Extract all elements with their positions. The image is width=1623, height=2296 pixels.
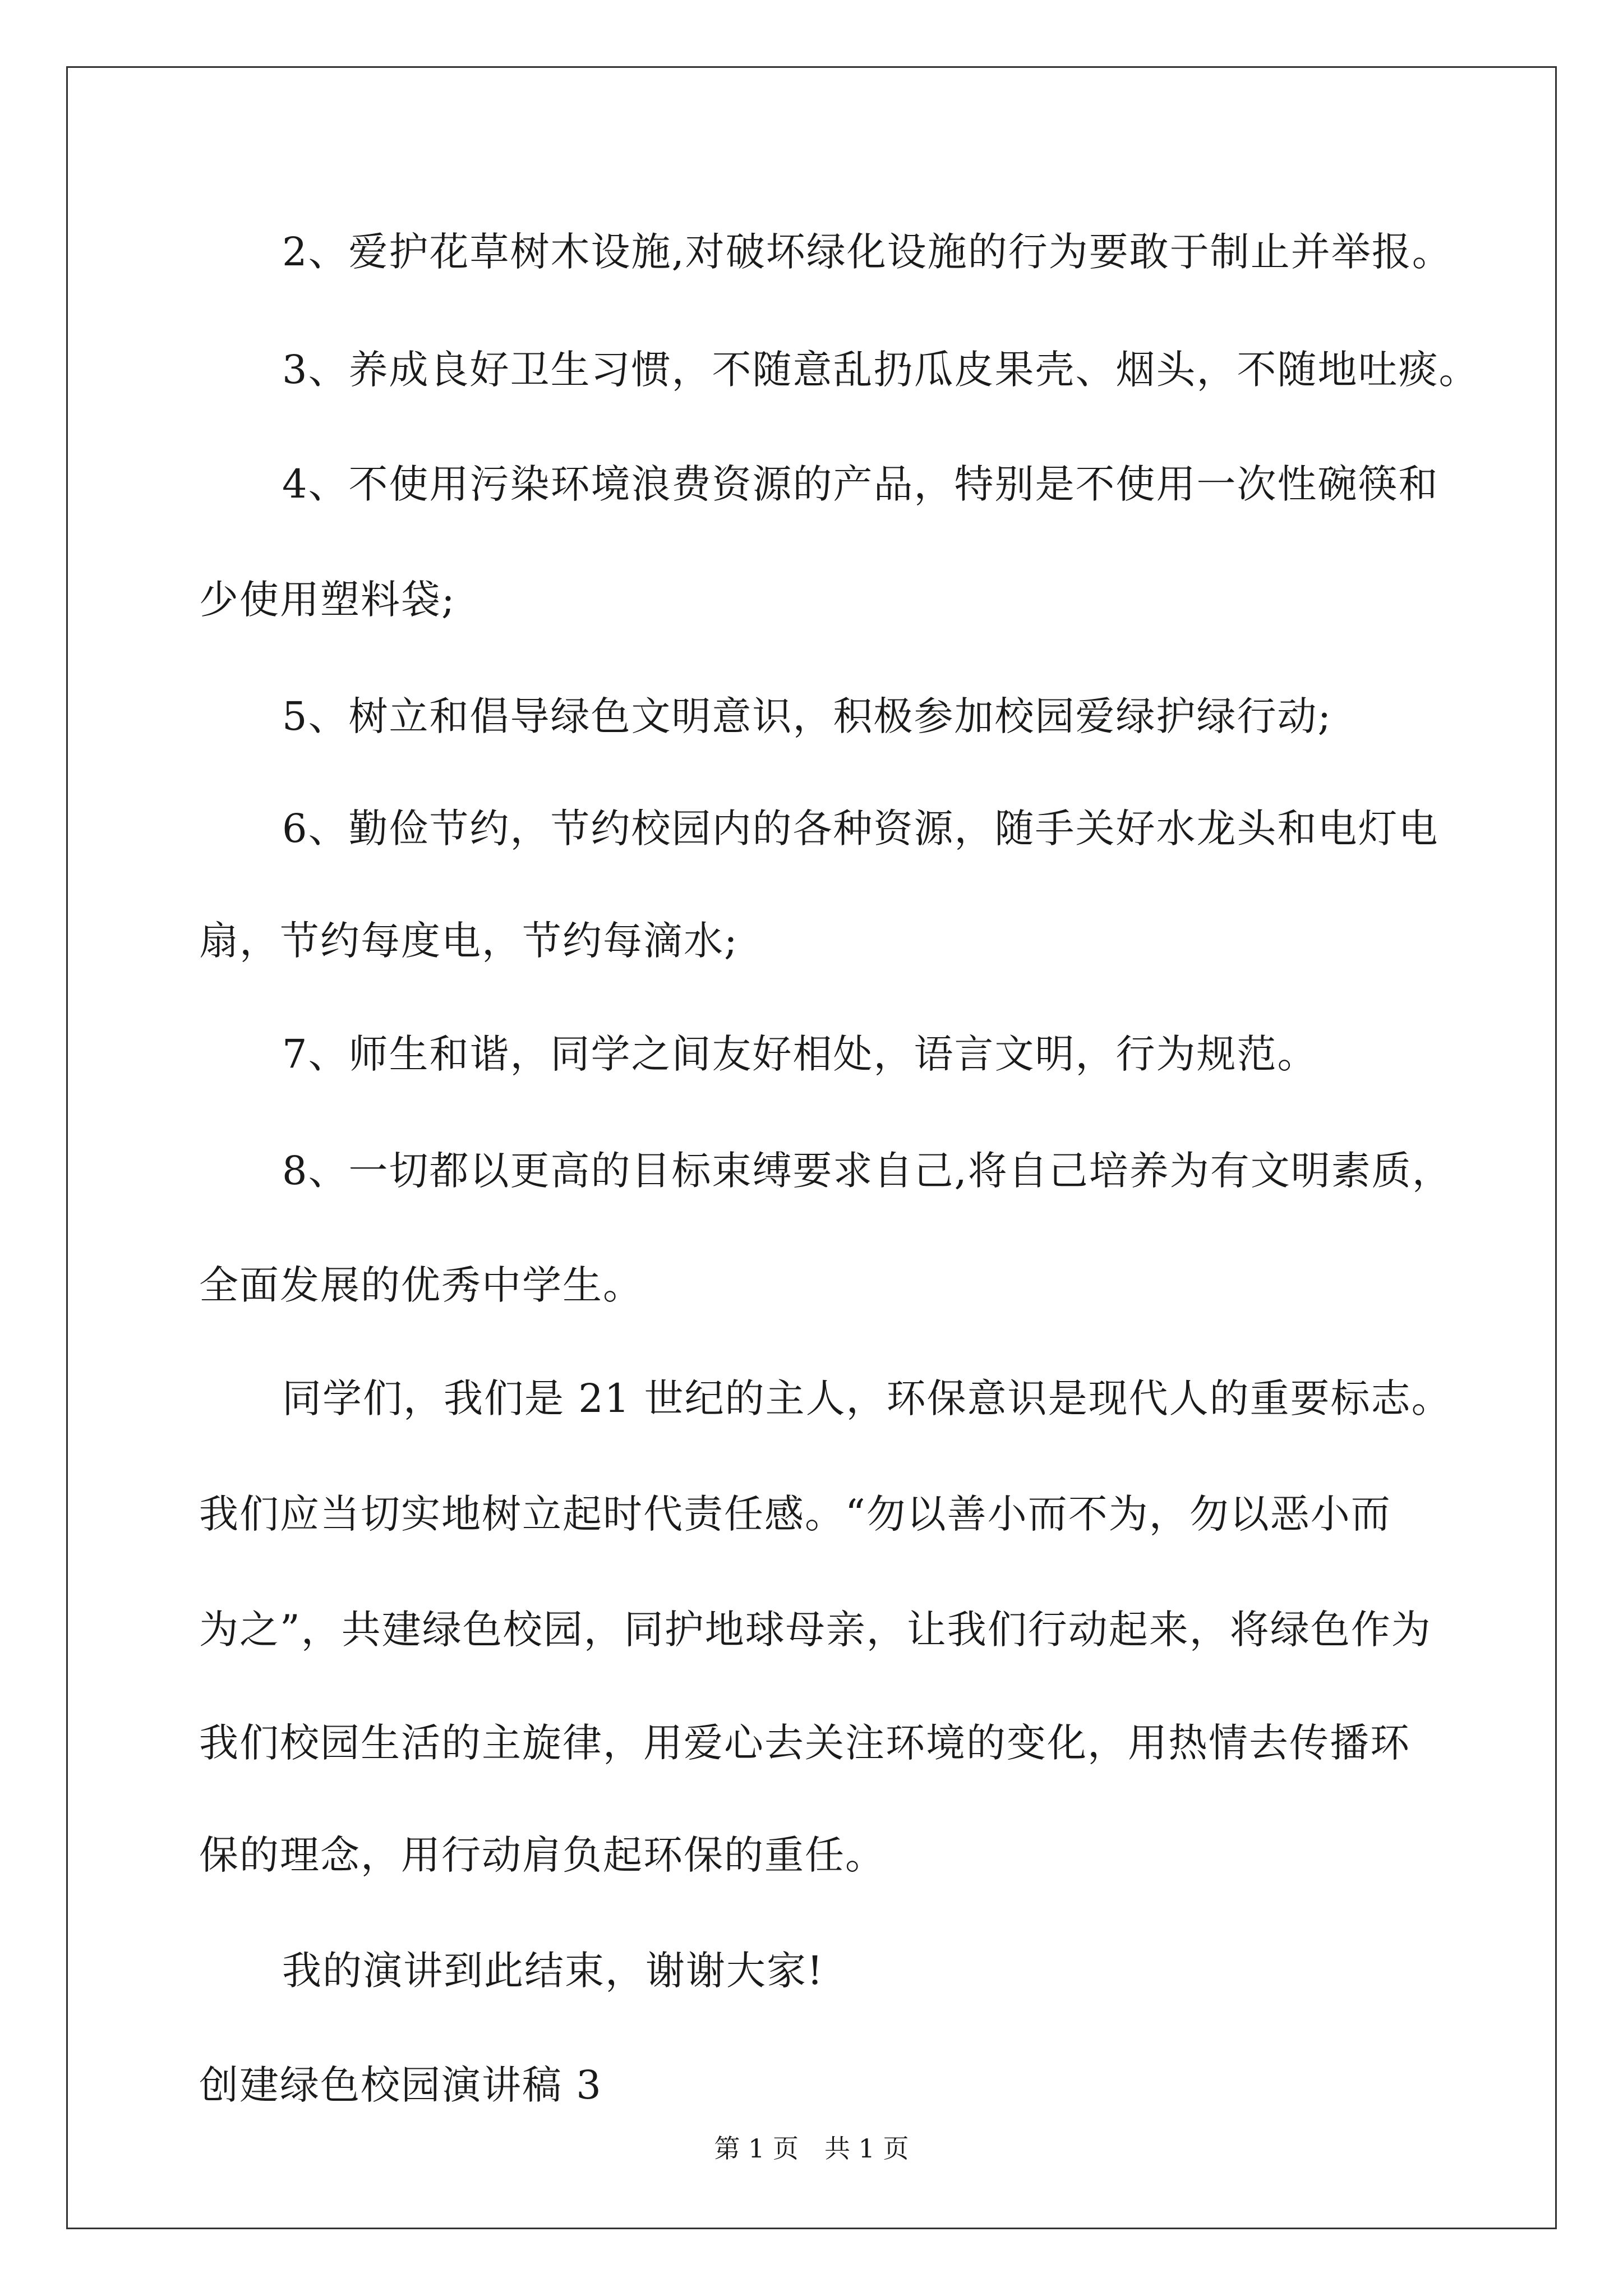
paragraph-line: 5、树立和倡导绿色文明意识，积极参加校园爱绿护绿行动; — [282, 693, 1332, 739]
paragraph-line: 少使用塑料袋; — [199, 577, 456, 623]
paragraph-line: 8、一切都以更高的目标束缚要求自己,将自己培养为有文明素质， — [282, 1148, 1453, 1194]
paragraph-line: 6、勤俭节约，节约校园内的各种资源，随手关好水龙头和电灯电 — [282, 806, 1439, 852]
page-footer: 第 1 页 共 1 页 — [714, 2133, 909, 2164]
paragraph-line: 我们应当切实地树立起时代责任感。“勿以善小而不为，勿以恶小而 — [199, 1491, 1391, 1537]
paragraph-line: 保的理念，用行动肩负起环保的重任。 — [199, 1832, 886, 1878]
paragraph-line: 3、养成良好卫生习惯，不随意乱扔瓜皮果壳、烟头，不随地吐痰。 — [282, 347, 1479, 393]
paragraph-line: 扇，节约每度电，节约每滴水; — [199, 918, 739, 964]
paragraph-line: 我们校园生活的主旋律，用爱心去关注环境的变化，用热情去传播环 — [199, 1720, 1410, 1766]
paragraph-line: 7、师生和谐，同学之间友好相处，语言文明，行为规范。 — [282, 1031, 1318, 1077]
paragraph-line: 2、爱护花草树木设施,对破坏绿化设施的行为要敢于制止并举报。 — [282, 229, 1453, 275]
paragraph-line: 我的演讲到此结束，谢谢大家! — [282, 1948, 824, 1994]
paragraph-line: 为之”，共建绿色校园，同护地球母亲，让我们行动起来，将绿色作为 — [199, 1607, 1432, 1653]
paragraph-line: 同学们，我们是 21 世纪的主人，环保意识是现代人的重要标志。 — [282, 1375, 1452, 1421]
paragraph-line: 全面发展的优秀中学生。 — [199, 1262, 643, 1308]
section-heading: 创建绿色校园演讲稿 3 — [199, 2062, 602, 2108]
paragraph-line: 4、不使用污染环境浪费资源的产品，特别是不使用一次性碗筷和 — [282, 461, 1439, 507]
